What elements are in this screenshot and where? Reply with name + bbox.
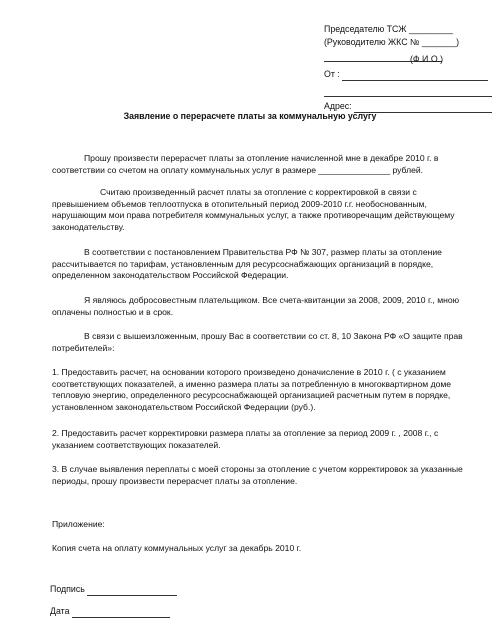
document-title: Заявление о перерасчете платы за коммунальную услугу bbox=[123, 111, 377, 121]
blank-line bbox=[324, 85, 494, 100]
paragraph-payer bbox=[52, 295, 464, 318]
from-underline bbox=[342, 71, 488, 81]
signature-label: Подпись bbox=[50, 584, 85, 594]
addressee-block bbox=[324, 24, 494, 116]
paragraph-request-list-intro bbox=[52, 331, 464, 354]
from-line bbox=[324, 69, 494, 84]
attachment-item-text: Копия счета на оплату коммунальных услуг за декабрь 2010 г. bbox=[52, 543, 302, 553]
addressee-chairman: Председателю ТСЖ _________ bbox=[324, 24, 454, 34]
list-item-1 bbox=[52, 367, 464, 413]
paragraph-text: Прошу произвести перерасчет платы за отопление начисленной мне в декабре 2010 г. в соответствии со счетом на оплату коммунальных услуг в размере _______________ рублей. bbox=[52, 153, 439, 175]
blank-underline bbox=[324, 87, 492, 97]
date-line bbox=[50, 606, 170, 618]
paragraph-text: В соответствии с постановлением Правительства РФ № 307, размер платы за отопление рассчитывается по тарифам, установленным для ресурсоснабжающих организаций в порядке, определенном законодательством Российской Федерации. bbox=[52, 247, 442, 280]
paragraph-regulation bbox=[52, 247, 464, 282]
list-item-text: 1. Предоставить расчет, на основании которого произведено доначисление в 2010 г. ( с указанием соответствующих показателей, а именно размера платы за потребленную в многоквартирном доме тепловую энергию, определенного ресурсоснабжающей организацией расчетным путем в порядке, установленном законодательством Российской Федерации (руб.). bbox=[52, 367, 452, 412]
list-item-text: 2. Предоставить расчет корректировки размера платы за отопление за период 2009 г. , 2008 г., с указанием соответствующих показателей. bbox=[52, 428, 439, 450]
paragraph-request bbox=[52, 153, 464, 176]
paragraph-text: Считаю произведенный расчет платы за отопление с корректировкой в связи с превышением объемов теплоотпуска в отопительный период 2009-2010 г.г. необоснованным, нарушающим мои права потребителя коммунальных услуг, а также противоречащим действующему законодательству. bbox=[52, 187, 455, 232]
paragraph-text: Я являюсь добросовестным плательщиком. Все счета-квитанции за 2008, 2009, 2010 г., мною оплачены полностью и в срок. bbox=[52, 295, 460, 317]
fio-caption: (Ф.И.О.) bbox=[410, 54, 444, 64]
from-label: От : bbox=[324, 69, 340, 79]
paragraph-objection bbox=[52, 187, 464, 233]
attachment-item bbox=[52, 543, 464, 555]
addressee-manager: (Руководителю ЖКС № _______) bbox=[324, 37, 460, 47]
date-label: Дата bbox=[50, 606, 70, 616]
signature-line bbox=[50, 584, 177, 596]
attachment-label-text: Приложение: bbox=[52, 519, 105, 529]
paragraph-text: В связи с вышеизложенным, прошу Вас в соответствии со ст. 8, 10 Закона РФ «О защите прав потребителей»: bbox=[52, 331, 463, 353]
attachment-label bbox=[52, 519, 464, 531]
list-item-text: 3. В случае выявления переплаты с моей стороны за отопление с учетом корректировок за указанные периоды, прошу произвести перерасчет платы за отопление. bbox=[52, 464, 463, 486]
addressee-name-line bbox=[324, 50, 494, 65]
list-item-3 bbox=[52, 464, 464, 487]
list-item-2 bbox=[52, 428, 464, 451]
address-label: Адрес: bbox=[324, 101, 352, 111]
signature-underline bbox=[87, 586, 177, 596]
date-underline bbox=[72, 608, 170, 618]
